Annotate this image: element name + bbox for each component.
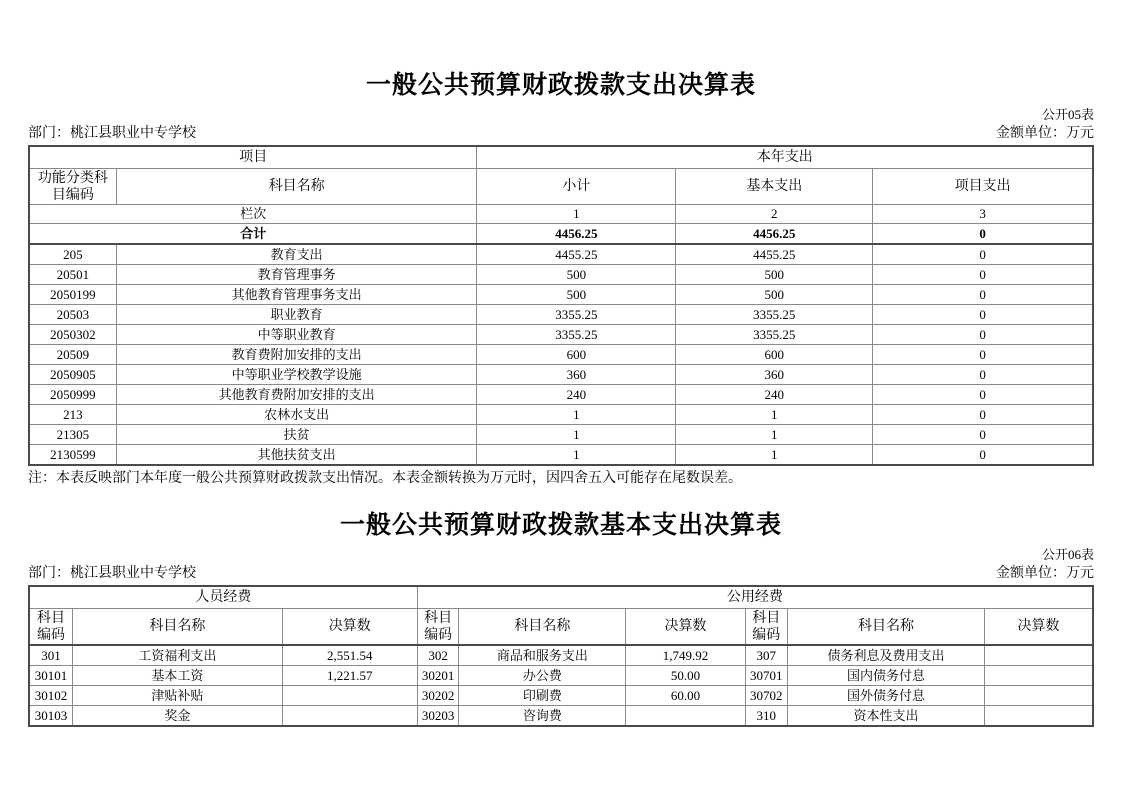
- table1-title: 一般公共预算财政拨款支出决算表: [365, 72, 756, 99]
- table1-header-row-2: [29, 169, 1093, 205]
- table-row: [29, 345, 1093, 365]
- table1-unit: 金额单位：万元: [996, 126, 1094, 141]
- code-cell: 30702: [745, 686, 788, 706]
- name-cell: 农林水支出: [116, 405, 477, 425]
- basic-cell: 3355.25: [676, 305, 873, 325]
- column-index-label: 栏次: [29, 205, 477, 224]
- basic-cell: 600: [676, 345, 873, 365]
- expenditure-table: [28, 145, 1094, 466]
- subtotal-cell: 3355.25: [477, 325, 676, 345]
- name-cell: 其他教育费附加安排的支出: [116, 385, 477, 405]
- code-cell: 30201: [417, 666, 458, 686]
- table1-column-index-row: [29, 205, 1093, 224]
- project-cell: 0: [873, 345, 1093, 365]
- table-row: [29, 365, 1093, 385]
- name-cell: 印刷费: [459, 686, 626, 706]
- code-cell: 30103: [29, 706, 73, 727]
- basic-cell: 360: [676, 365, 873, 385]
- amount-cell: 1,749.92: [626, 645, 745, 666]
- code-cell: 2050999: [29, 385, 116, 405]
- name-cell: 债务利息及费用支出: [788, 645, 985, 666]
- table2-unit: 金额单位：万元: [996, 566, 1094, 581]
- amount-cell: [282, 686, 417, 706]
- name-cell: 中等职业学校教学设施: [116, 365, 477, 385]
- basic-cell: 1: [676, 425, 873, 445]
- name-cell: 商品和服务支出: [459, 645, 626, 666]
- amount-cell: [626, 706, 745, 727]
- name-cell: 中等职业教育: [116, 325, 477, 345]
- project-cell: 0: [873, 265, 1093, 285]
- header-function-code: 功能分类科目编码: [29, 169, 116, 205]
- header-subject-code: 科目编码: [29, 609, 73, 646]
- header-project: 项目: [29, 146, 477, 169]
- basic-cell: 500: [676, 285, 873, 305]
- column-index-2: 2: [676, 205, 873, 224]
- code-cell: 213: [29, 405, 116, 425]
- name-cell: 办公费: [459, 666, 626, 686]
- table1-sheet-label: 公开05表: [1041, 107, 1094, 122]
- code-cell: 2050302: [29, 325, 116, 345]
- table-row: [29, 706, 1093, 727]
- table-row: [29, 265, 1093, 285]
- name-cell: 教育管理事务: [116, 265, 477, 285]
- total-label: 合计: [29, 224, 477, 245]
- table1-meta-row: [28, 125, 1094, 142]
- header-current-year: 本年支出: [477, 146, 1093, 169]
- table1-department: 部门：桃江县职业中专学校: [28, 126, 196, 141]
- total-project: 0: [873, 224, 1093, 245]
- subtotal-cell: 3355.25: [477, 305, 676, 325]
- column-index-3: 3: [873, 205, 1093, 224]
- table-row: [29, 285, 1093, 305]
- amount-cell: [984, 645, 1093, 666]
- project-cell: 0: [873, 365, 1093, 385]
- amount-cell: [282, 706, 417, 727]
- name-cell: 资本性支出: [788, 706, 985, 727]
- table2-meta-row: [28, 565, 1094, 582]
- code-cell: 30101: [29, 666, 73, 686]
- total-subtotal: 4456.25: [477, 224, 676, 245]
- project-cell: 0: [873, 244, 1093, 265]
- table-row: [29, 305, 1093, 325]
- project-cell: 0: [873, 305, 1093, 325]
- amount-cell: [984, 686, 1093, 706]
- table-row: [29, 385, 1093, 405]
- header-final-amount: 决算数: [282, 609, 417, 646]
- code-cell: 301: [29, 645, 73, 666]
- code-cell: 20503: [29, 305, 116, 325]
- table1-footnote: 注：本表反映部门本年度一般公共预算财政拨款支出情况。本表金额转换为万元时，因四舍五入可能存在尾数误差。: [28, 471, 742, 486]
- subtotal-cell: 1: [477, 445, 676, 466]
- table-row: [29, 445, 1093, 466]
- header-subject-code: 科目编码: [745, 609, 788, 646]
- code-cell: 205: [29, 244, 116, 265]
- subtotal-cell: 600: [477, 345, 676, 365]
- name-cell: 工资福利支出: [73, 645, 283, 666]
- table2-sheet-label: 公开06表: [1041, 547, 1094, 562]
- basic-cell: 3355.25: [676, 325, 873, 345]
- table-row: [29, 425, 1093, 445]
- name-cell: 其他教育管理事务支出: [116, 285, 477, 305]
- header-subtotal: 小计: [477, 169, 676, 205]
- basic-cell: 1: [676, 445, 873, 466]
- table-row: [29, 325, 1093, 345]
- project-cell: 0: [873, 445, 1093, 466]
- table-row: [29, 405, 1093, 425]
- header-public-funds: 公用经费: [417, 586, 1093, 609]
- code-cell: 310: [745, 706, 788, 727]
- table-row: [29, 686, 1093, 706]
- name-cell: 国内债务付息: [788, 666, 985, 686]
- amount-cell: 1,221.57: [282, 666, 417, 686]
- table1-total-row: [29, 224, 1093, 245]
- subtotal-cell: 500: [477, 265, 676, 285]
- header-personnel-funds: 人员经费: [29, 586, 417, 609]
- subtotal-cell: 1: [477, 405, 676, 425]
- basic-cell: 240: [676, 385, 873, 405]
- project-cell: 0: [873, 425, 1093, 445]
- subtotal-cell: 360: [477, 365, 676, 385]
- total-basic: 4456.25: [676, 224, 873, 245]
- project-cell: 0: [873, 405, 1093, 425]
- code-cell: 30102: [29, 686, 73, 706]
- code-cell: 30701: [745, 666, 788, 686]
- amount-cell: [984, 706, 1093, 727]
- basic-expenditure-table: [28, 585, 1094, 727]
- table1-header-row-1: [29, 146, 1093, 169]
- subtotal-cell: 4455.25: [477, 244, 676, 265]
- header-basic-expenditure: 基本支出: [676, 169, 873, 205]
- amount-cell: [984, 666, 1093, 686]
- subtotal-cell: 500: [477, 285, 676, 305]
- column-index-1: 1: [477, 205, 676, 224]
- project-cell: 0: [873, 325, 1093, 345]
- name-cell: 职业教育: [116, 305, 477, 325]
- table2-title: 一般公共预算财政拨款基本支出决算表: [339, 512, 782, 539]
- table-row: [29, 666, 1093, 686]
- amount-cell: 60.00: [626, 686, 745, 706]
- header-project-expenditure: 项目支出: [873, 169, 1093, 205]
- basic-cell: 500: [676, 265, 873, 285]
- header-subject-name: 科目名称: [73, 609, 283, 646]
- code-cell: 20509: [29, 345, 116, 365]
- name-cell: 咨询费: [459, 706, 626, 727]
- subtotal-cell: 1: [477, 425, 676, 445]
- name-cell: 基本工资: [73, 666, 283, 686]
- basic-cell: 1: [676, 405, 873, 425]
- code-cell: 2050905: [29, 365, 116, 385]
- table2-header-row-2: [29, 609, 1093, 646]
- basic-cell: 4455.25: [676, 244, 873, 265]
- table-row: [29, 645, 1093, 666]
- name-cell: 津贴补贴: [73, 686, 283, 706]
- amount-cell: 2,551.54: [282, 645, 417, 666]
- table2-header-row-1: [29, 586, 1093, 609]
- code-cell: 2050199: [29, 285, 116, 305]
- header-subject-code: 科目编码: [417, 609, 458, 646]
- amount-cell: 50.00: [626, 666, 745, 686]
- subtotal-cell: 240: [477, 385, 676, 405]
- name-cell: 教育支出: [116, 244, 477, 265]
- code-cell: 21305: [29, 425, 116, 445]
- table2-department: 部门：桃江县职业中专学校: [28, 566, 196, 581]
- name-cell: 教育费附加安排的支出: [116, 345, 477, 365]
- project-cell: 0: [873, 385, 1093, 405]
- code-cell: 30203: [417, 706, 458, 727]
- code-cell: 302: [417, 645, 458, 666]
- code-cell: 20501: [29, 265, 116, 285]
- name-cell: 扶贫: [116, 425, 477, 445]
- name-cell: 其他扶贫支出: [116, 445, 477, 466]
- project-cell: 0: [873, 285, 1093, 305]
- name-cell: 奖金: [73, 706, 283, 727]
- code-cell: 2130599: [29, 445, 116, 466]
- code-cell: 307: [745, 645, 788, 666]
- code-cell: 30202: [417, 686, 458, 706]
- name-cell: 国外债务付息: [788, 686, 985, 706]
- table-row: [29, 244, 1093, 265]
- header-final-amount: 决算数: [984, 609, 1093, 646]
- header-final-amount: 决算数: [626, 609, 745, 646]
- header-subject-name: 科目名称: [459, 609, 626, 646]
- header-subject-name: 科目名称: [116, 169, 477, 205]
- header-subject-name: 科目名称: [788, 609, 985, 646]
